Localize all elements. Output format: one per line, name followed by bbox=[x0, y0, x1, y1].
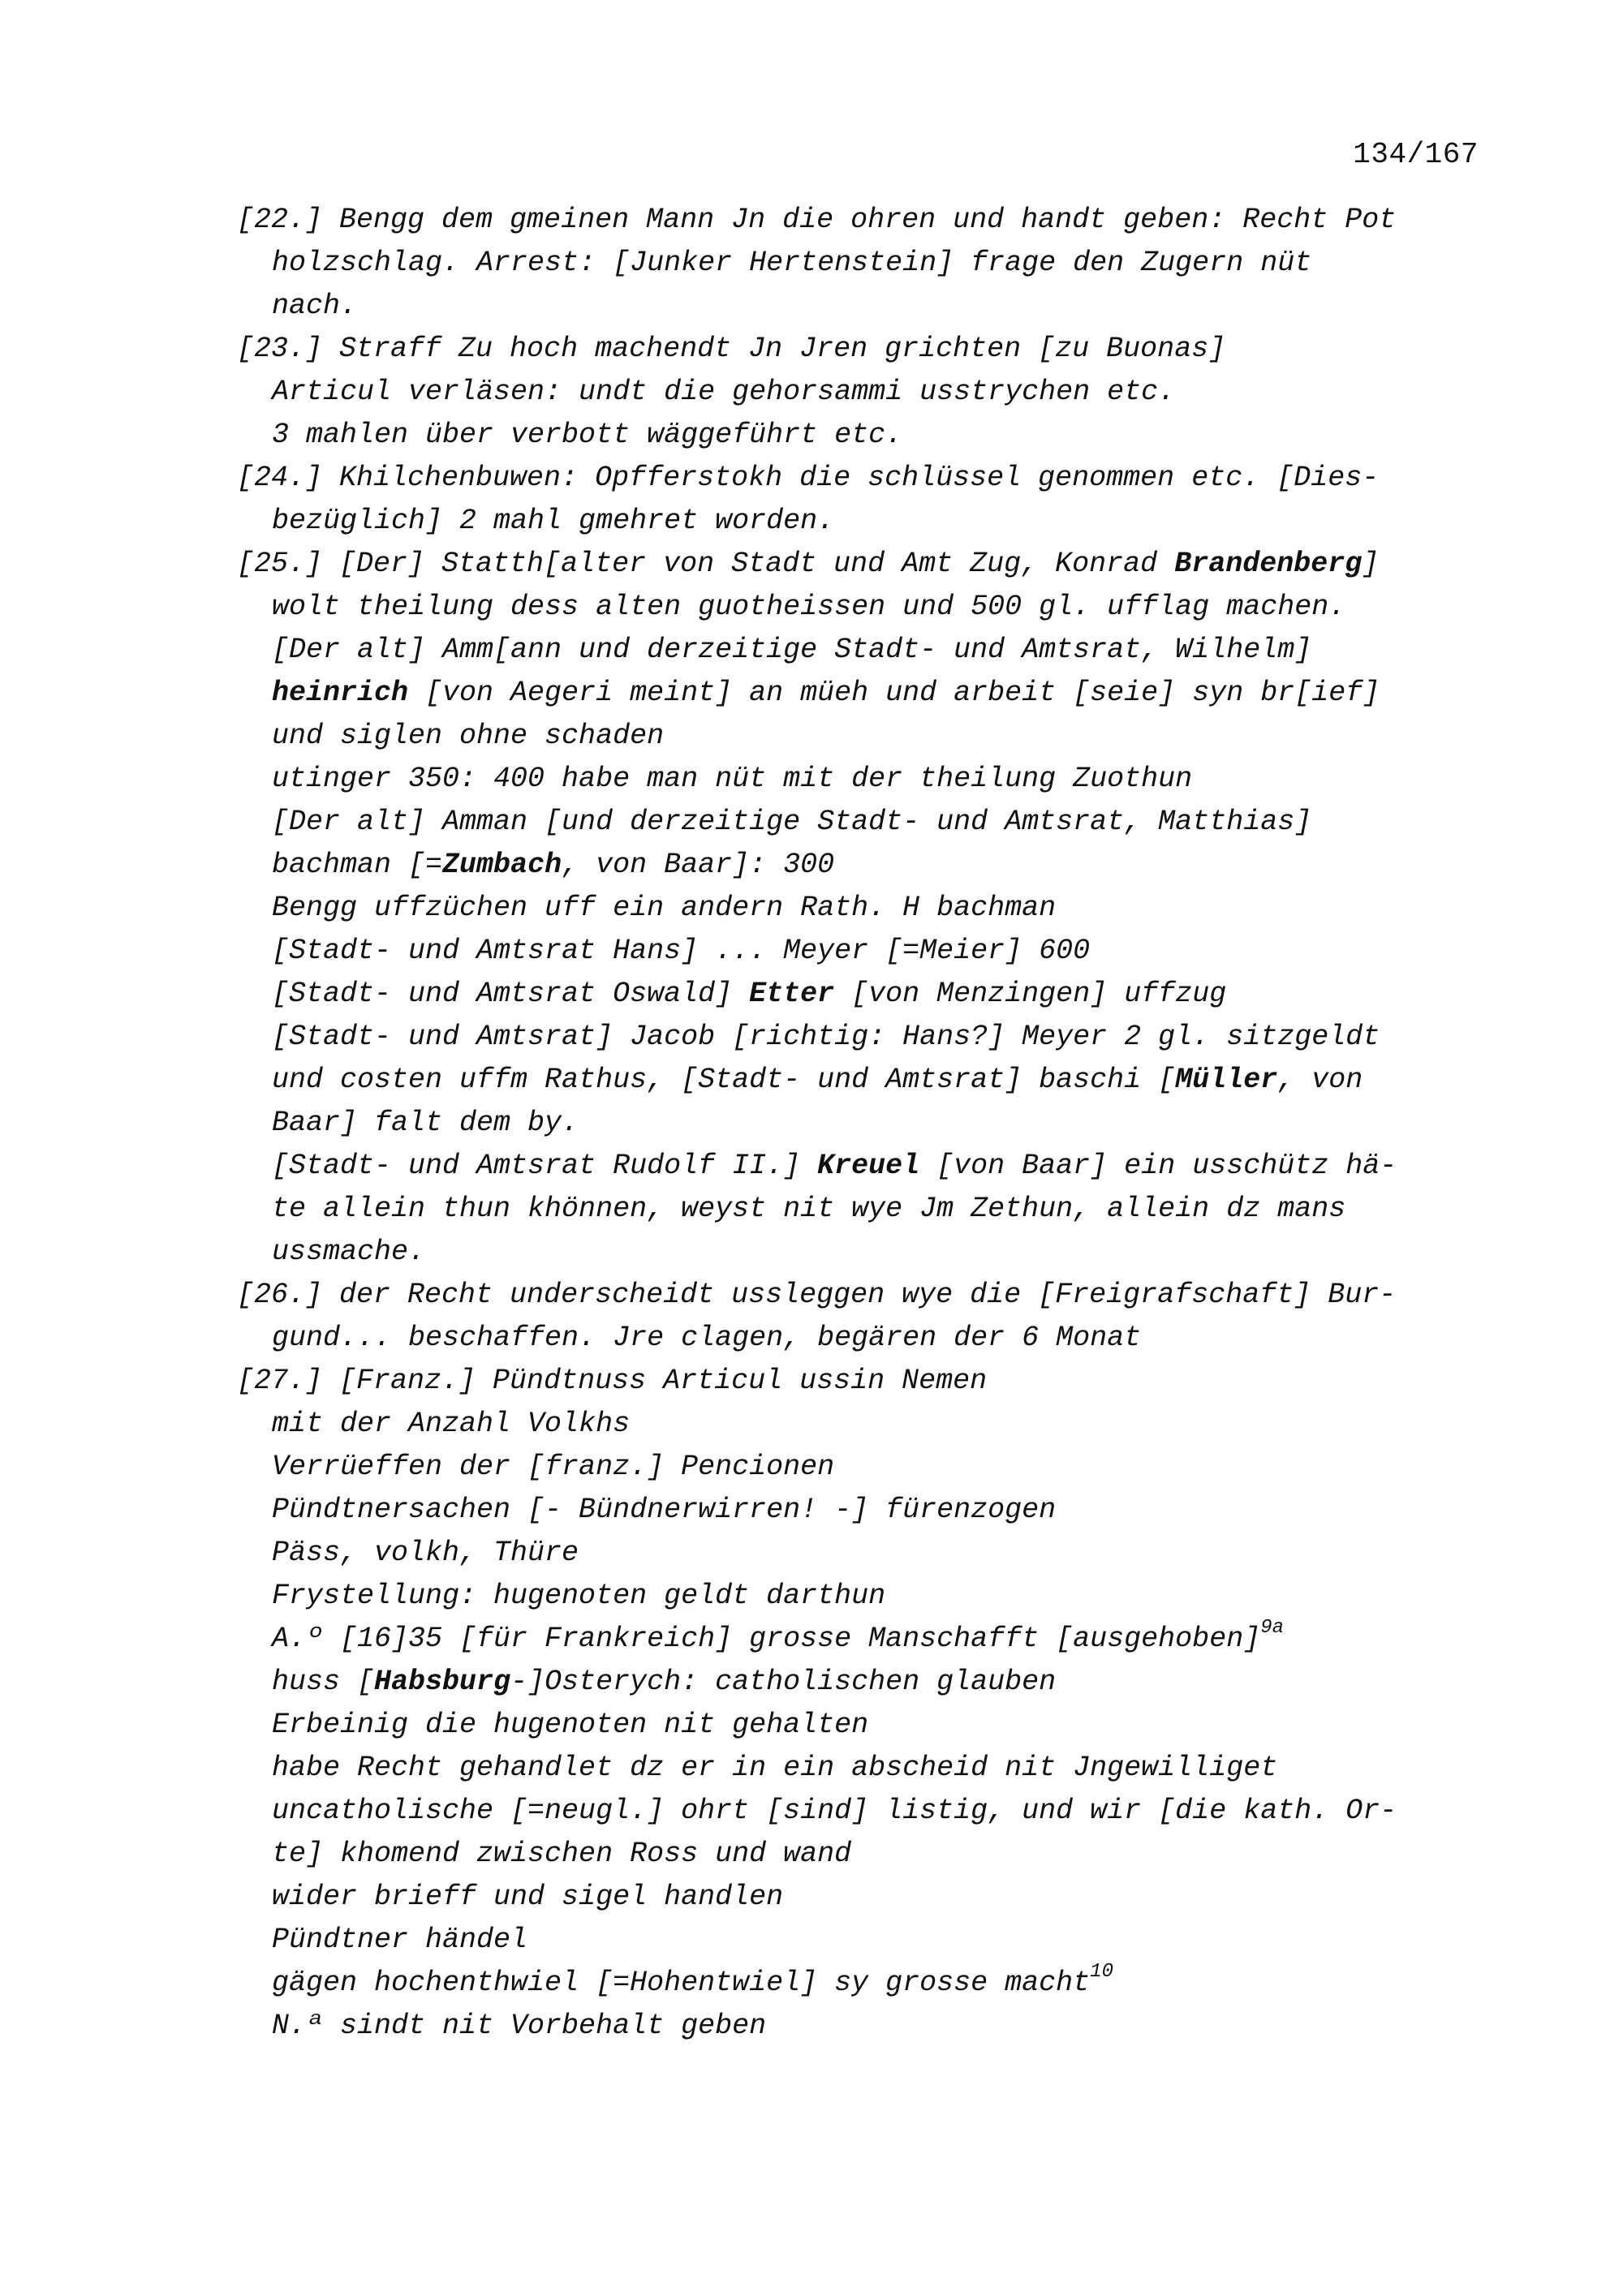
text-line bbox=[237, 758, 1487, 801]
text-segment: [26.] der Recht underscheidt ussleggen wye die [Freigrafschaft] Bur- bbox=[237, 1279, 1397, 1311]
text-segment: habe Recht gehandlet dz er in ein abscheid nit Jngewilliget bbox=[272, 1752, 1278, 1784]
text-line bbox=[237, 801, 1487, 844]
text-segment: ] bbox=[1362, 548, 1380, 580]
text-line bbox=[237, 930, 1487, 973]
text-segment: nach. bbox=[272, 290, 358, 322]
text-line bbox=[237, 1919, 1487, 1962]
bold-name: Brandenberg bbox=[1174, 548, 1363, 580]
text-line bbox=[237, 1231, 1487, 1274]
text-line bbox=[237, 1532, 1487, 1575]
text-segment: Erbeinig die hugenoten nit gehalten bbox=[272, 1709, 869, 1741]
text-line bbox=[237, 629, 1487, 672]
text-segment: Bengg uffzüchen uff ein andern Rath. H bachman bbox=[272, 892, 1057, 924]
text-line bbox=[237, 1790, 1487, 1833]
text-segment: 3 mahlen über verbott wäggeführt etc. bbox=[272, 419, 903, 451]
text-segment: bachman [= bbox=[272, 849, 443, 881]
text-segment: Baar] falt dem by. bbox=[272, 1107, 579, 1139]
text-line bbox=[237, 1016, 1487, 1059]
text-line bbox=[237, 371, 1487, 414]
text-line bbox=[237, 1403, 1487, 1446]
text-line bbox=[237, 1360, 1487, 1403]
text-segment: [Der alt] Amm[ann und derzeitige Stadt- und Amtsrat, Wilhelm] bbox=[272, 634, 1312, 666]
text-line bbox=[237, 1274, 1487, 1317]
text-line bbox=[237, 887, 1487, 930]
text-segment: [23.] Straff Zu hoch machendt Jn Jren grichten [zu Buonas] bbox=[237, 333, 1226, 365]
text-segment: bezüglich] 2 mahl gmehret worden. bbox=[272, 505, 835, 537]
page-number: 134/167 bbox=[1353, 138, 1479, 171]
text-segment: mit der Anzahl Volkhs bbox=[272, 1408, 631, 1440]
text-line bbox=[237, 285, 1487, 328]
text-line bbox=[237, 1704, 1487, 1747]
bold-name: Etter bbox=[749, 978, 835, 1010]
text-segment: N.ª sindt nit Vorbehalt geben bbox=[272, 2010, 767, 2042]
text-line bbox=[237, 1661, 1487, 1704]
text-line bbox=[237, 242, 1487, 285]
text-segment: [Stadt- und Amtsrat Rudolf II.] bbox=[272, 1150, 818, 1182]
text-line bbox=[237, 1618, 1487, 1661]
text-line bbox=[237, 1833, 1487, 1876]
text-segment: und costen uffm Rathus, [Stadt- und Amtsrat] baschi [ bbox=[272, 1064, 1176, 1096]
text-segment: huss [ bbox=[272, 1666, 375, 1698]
text-segment: , von bbox=[1277, 1064, 1363, 1096]
text-line bbox=[237, 500, 1487, 543]
text-segment: , von Baar]: 300 bbox=[562, 849, 835, 881]
bold-name: Habsburg bbox=[374, 1666, 511, 1698]
text-segment: [Der alt] Amman [und derzeitige Stadt- und Amtsrat, Matthias] bbox=[272, 806, 1312, 838]
text-line bbox=[237, 1489, 1487, 1532]
text-line bbox=[237, 1059, 1487, 1102]
text-line bbox=[237, 414, 1487, 457]
text-line bbox=[237, 1876, 1487, 1919]
text-segment: Pündtnersachen [- Bündnerwirren! -] fürenzogen bbox=[272, 1494, 1057, 1526]
text-segment: [von Aegeri meint] an müeh und arbeit [seie] syn br[ief] bbox=[408, 677, 1380, 709]
text-line bbox=[237, 543, 1487, 586]
text-line bbox=[237, 1317, 1487, 1360]
text-segment: [Stadt- und Amtsrat Hans] ... Meyer [=Meier] 600 bbox=[272, 935, 1091, 967]
text-segment: -]Osterych: catholischen glauben bbox=[510, 1666, 1057, 1698]
text-line bbox=[237, 1145, 1487, 1188]
text-line bbox=[237, 672, 1487, 715]
text-segment: Pündtner händel bbox=[272, 1924, 528, 1956]
bold-name: heinrich bbox=[272, 677, 409, 709]
footnote-marker: 9a bbox=[1260, 1617, 1285, 1640]
text-segment: Frystellung: hugenoten geldt darthun bbox=[272, 1580, 886, 1612]
text-line bbox=[237, 844, 1487, 887]
text-segment: te] khomend zwischen Ross und wand bbox=[272, 1838, 852, 1870]
text-line bbox=[237, 1962, 1487, 2005]
document-body bbox=[237, 199, 1487, 2048]
text-line bbox=[237, 1575, 1487, 1618]
text-segment: und siglen ohne schaden bbox=[272, 720, 665, 752]
text-line bbox=[237, 457, 1487, 500]
text-segment: te allein thun khönnen, weyst nit wye Jm Zethun, allein dz mans bbox=[272, 1193, 1346, 1225]
text-segment: Articul verläsen: undt die gehorsammi usstrychen etc. bbox=[272, 376, 1176, 408]
bold-name: Zumbach bbox=[442, 849, 562, 881]
text-segment: [von Menzingen] uffzug bbox=[834, 978, 1227, 1010]
text-line bbox=[237, 1747, 1487, 1790]
text-line bbox=[237, 586, 1487, 629]
text-segment: [25.] [Der] Statth[alter von Stadt und Amt Zug, Konrad bbox=[237, 548, 1175, 580]
text-segment: A.º [16]35 [für Frankreich] grosse Manschafft [ausgehoben] bbox=[272, 1623, 1261, 1655]
text-segment: wolt theilung dess alten guotheissen und 500 gl. ufflag machen. bbox=[272, 591, 1346, 623]
text-line bbox=[237, 1102, 1487, 1145]
text-line bbox=[237, 715, 1487, 758]
text-segment: utinger 350: 400 habe man nüt mit der theilung Zuothun bbox=[272, 763, 1193, 795]
text-segment: [24.] Khilchenbuwen: Opfferstokh die schlüssel genommen etc. [Dies- bbox=[237, 462, 1380, 494]
text-segment: [Stadt- und Amtsrat Oswald] bbox=[272, 978, 750, 1010]
bold-name: Kreuel bbox=[817, 1150, 920, 1182]
text-line bbox=[237, 2005, 1487, 2048]
text-segment: uncatholische [=neugl.] ohrt [sind] listig, und wir [die kath. Or- bbox=[272, 1795, 1397, 1827]
text-line bbox=[237, 1188, 1487, 1231]
text-segment: [von Baar] ein usschütz hä- bbox=[919, 1150, 1397, 1182]
text-segment: ussmache. bbox=[272, 1236, 426, 1268]
text-segment: [Stadt- und Amtsrat] Jacob [richtig: Hans?] Meyer 2 gl. sitzgeldt bbox=[272, 1021, 1380, 1053]
text-segment: wider brieff und sigel handlen bbox=[272, 1881, 784, 1913]
footnote-marker: 10 bbox=[1090, 1961, 1113, 1984]
text-line bbox=[237, 1446, 1487, 1489]
text-segment: gund... beschaffen. Jre clagen, begären der 6 Monat bbox=[272, 1322, 1142, 1354]
text-segment: [22.] Bengg dem gmeinen Mann Jn die ohren und handt geben: Recht Pot bbox=[237, 204, 1397, 236]
text-line bbox=[237, 199, 1487, 242]
text-segment: [27.] [Franz.] Pündtnuss Articul ussin Nemen bbox=[237, 1365, 988, 1397]
text-line bbox=[237, 973, 1487, 1016]
bold-name: Müller bbox=[1175, 1064, 1278, 1096]
text-segment: gägen hochenthwiel [=Hohentwiel] sy grosse macht bbox=[272, 1967, 1091, 1999]
text-line bbox=[237, 328, 1487, 371]
text-segment: Päss, volkh, Thüre bbox=[272, 1537, 579, 1569]
text-segment: holzschlag. Arrest: [Junker Hertenstein] frage den Zugern nüt bbox=[272, 247, 1312, 279]
text-segment: Verrüeffen der [franz.] Pencionen bbox=[272, 1451, 835, 1483]
